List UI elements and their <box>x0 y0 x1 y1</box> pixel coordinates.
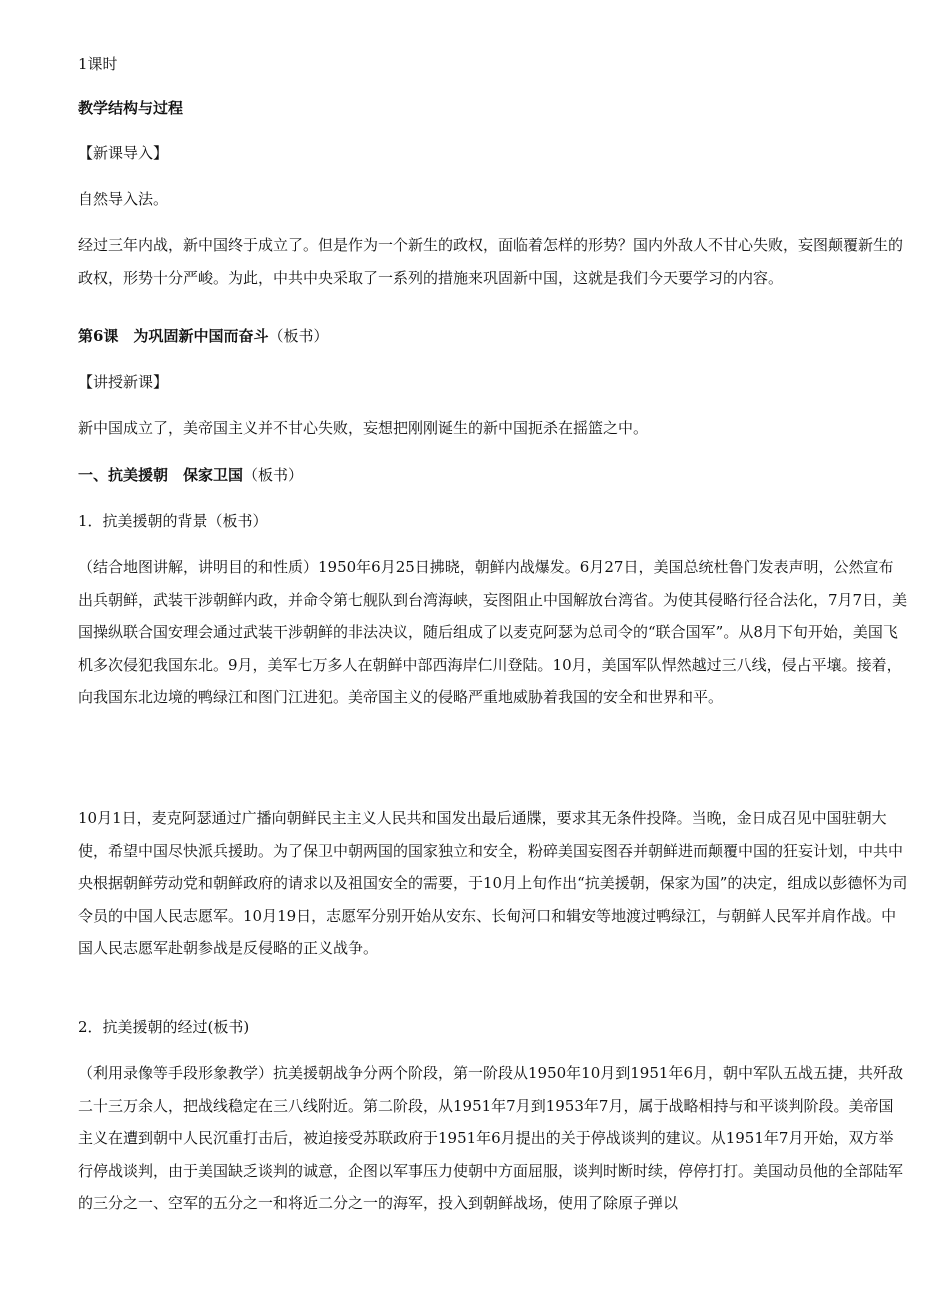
class-hours: 1课时 <box>78 55 118 73</box>
teach-label: 【讲授新课】 <box>78 373 169 391</box>
lesson-title-note: （板书） <box>268 327 329 345</box>
section1-note: （板书） <box>243 466 304 484</box>
paragraph-decision: 10月1日，麦克阿瑟通过广播向朝鲜民主主义人民共和国发出最后通牒，要求其无条件投降。当晚，金日成召见中国驻朝大使，希望中国尽快派兵援助。为了保卫中朝两国的国家独立和安全，粉碎美国妄图吞并朝鲜进而颠覆中国的狂妄计划，中共中央根据朝鲜劳动党和朝鲜政府的请求以及祖国安全的需要，于10月上旬作出“抗美援朝，保家为国”的决定，组成以彭德怀为司令员的中国人民志愿军。10月19日，志愿军分别开始从安东、长甸河口和辑安等地渡过鸭绿江，与朝鲜人民军并肩作战。中国人民志愿军赴朝参战是反侵略的正义战争。 <box>78 809 908 957</box>
intro-method: 自然导入法。 <box>78 190 169 208</box>
subheading-process: 2．抗美援朝的经过(板书) <box>78 1018 250 1036</box>
lesson-title-main: 第6课 为巩固新中国而奋斗 <box>78 327 269 345</box>
lesson-title <box>78 326 328 346</box>
intro-paragraph <box>78 229 908 294</box>
section1-heading <box>78 465 303 485</box>
subheading-background: 1．抗美援朝的背景（板书） <box>78 512 268 530</box>
intro-text: 经过三年内战，新中国终于成立了。但是作为一个新生的政权，面临着怎样的形势？国内外敌人不甘心失败，妄图颠覆新生的政权，形势十分严峻。为此，中共中央采取了一系列的措施来巩固新中国，这就是我们今天要学习的内容。 <box>78 236 904 287</box>
section1-title: 一、抗美援朝 保家卫国 <box>78 466 244 484</box>
paragraph-process: （利用录像等手段形象教学）抗美援朝战争分两个阶段，第一阶段从1950年10月到1951年6月，朝中军队五战五捷，共歼敌二十三万余人，把战线稳定在三八线附近。第二阶段，从1951年7月到1953年7月，属于战略相持与和平谈判阶段。美帝国主义在遭到朝中人民沉重打击后，被迫接受苏联政府于1951年6月提出的关于停战谈判的建议。从1951年7月开始，双方举行停战谈判，由于美国缺乏谈判的诚意，企图以军事压力使朝中方面屈服，谈判时断时续，停停打打。美国动员他的全部陆军的三分之一、空军的五分之一和将近二分之一的海军，投入到朝鲜战场，使用了除原子弹以 <box>78 1064 904 1212</box>
paragraph-background: （结合地图讲解，讲明目的和性质）1950年6月25日拂晓，朝鲜内战爆发。6月27日，美国总统杜鲁门发表声明，公然宣布出兵朝鲜，武装干涉朝鲜内政，并命令第七舰队到台湾海峡，妄图阻止中国解放台湾省。为使其侵略行径合法化，7月7日，美国操纵联合国安理会通过武装干涉朝鲜的非法决议，随后组成了以麦克阿瑟为总司令的“联合国军”。从8月下旬开始，美国飞机多次侵犯我国东北。9月，美军七万多人在朝鲜中部西海岸仁川登陆。10月，美国军队悍然越过三八线，侵占平壤。接着，向我国东北边境的鸭绿江和图门江进犯。美帝国主义的侵略严重地威胁着我国的安全和世界和平。 <box>78 558 908 706</box>
intro-label: 【新课导入】 <box>78 144 169 162</box>
structure-title: 教学结构与过程 <box>78 99 184 117</box>
teach-text: 新中国成立了，美帝国主义并不甘心失败，妄想把刚刚诞生的新中国扼杀在摇篮之中。 <box>78 419 649 437</box>
